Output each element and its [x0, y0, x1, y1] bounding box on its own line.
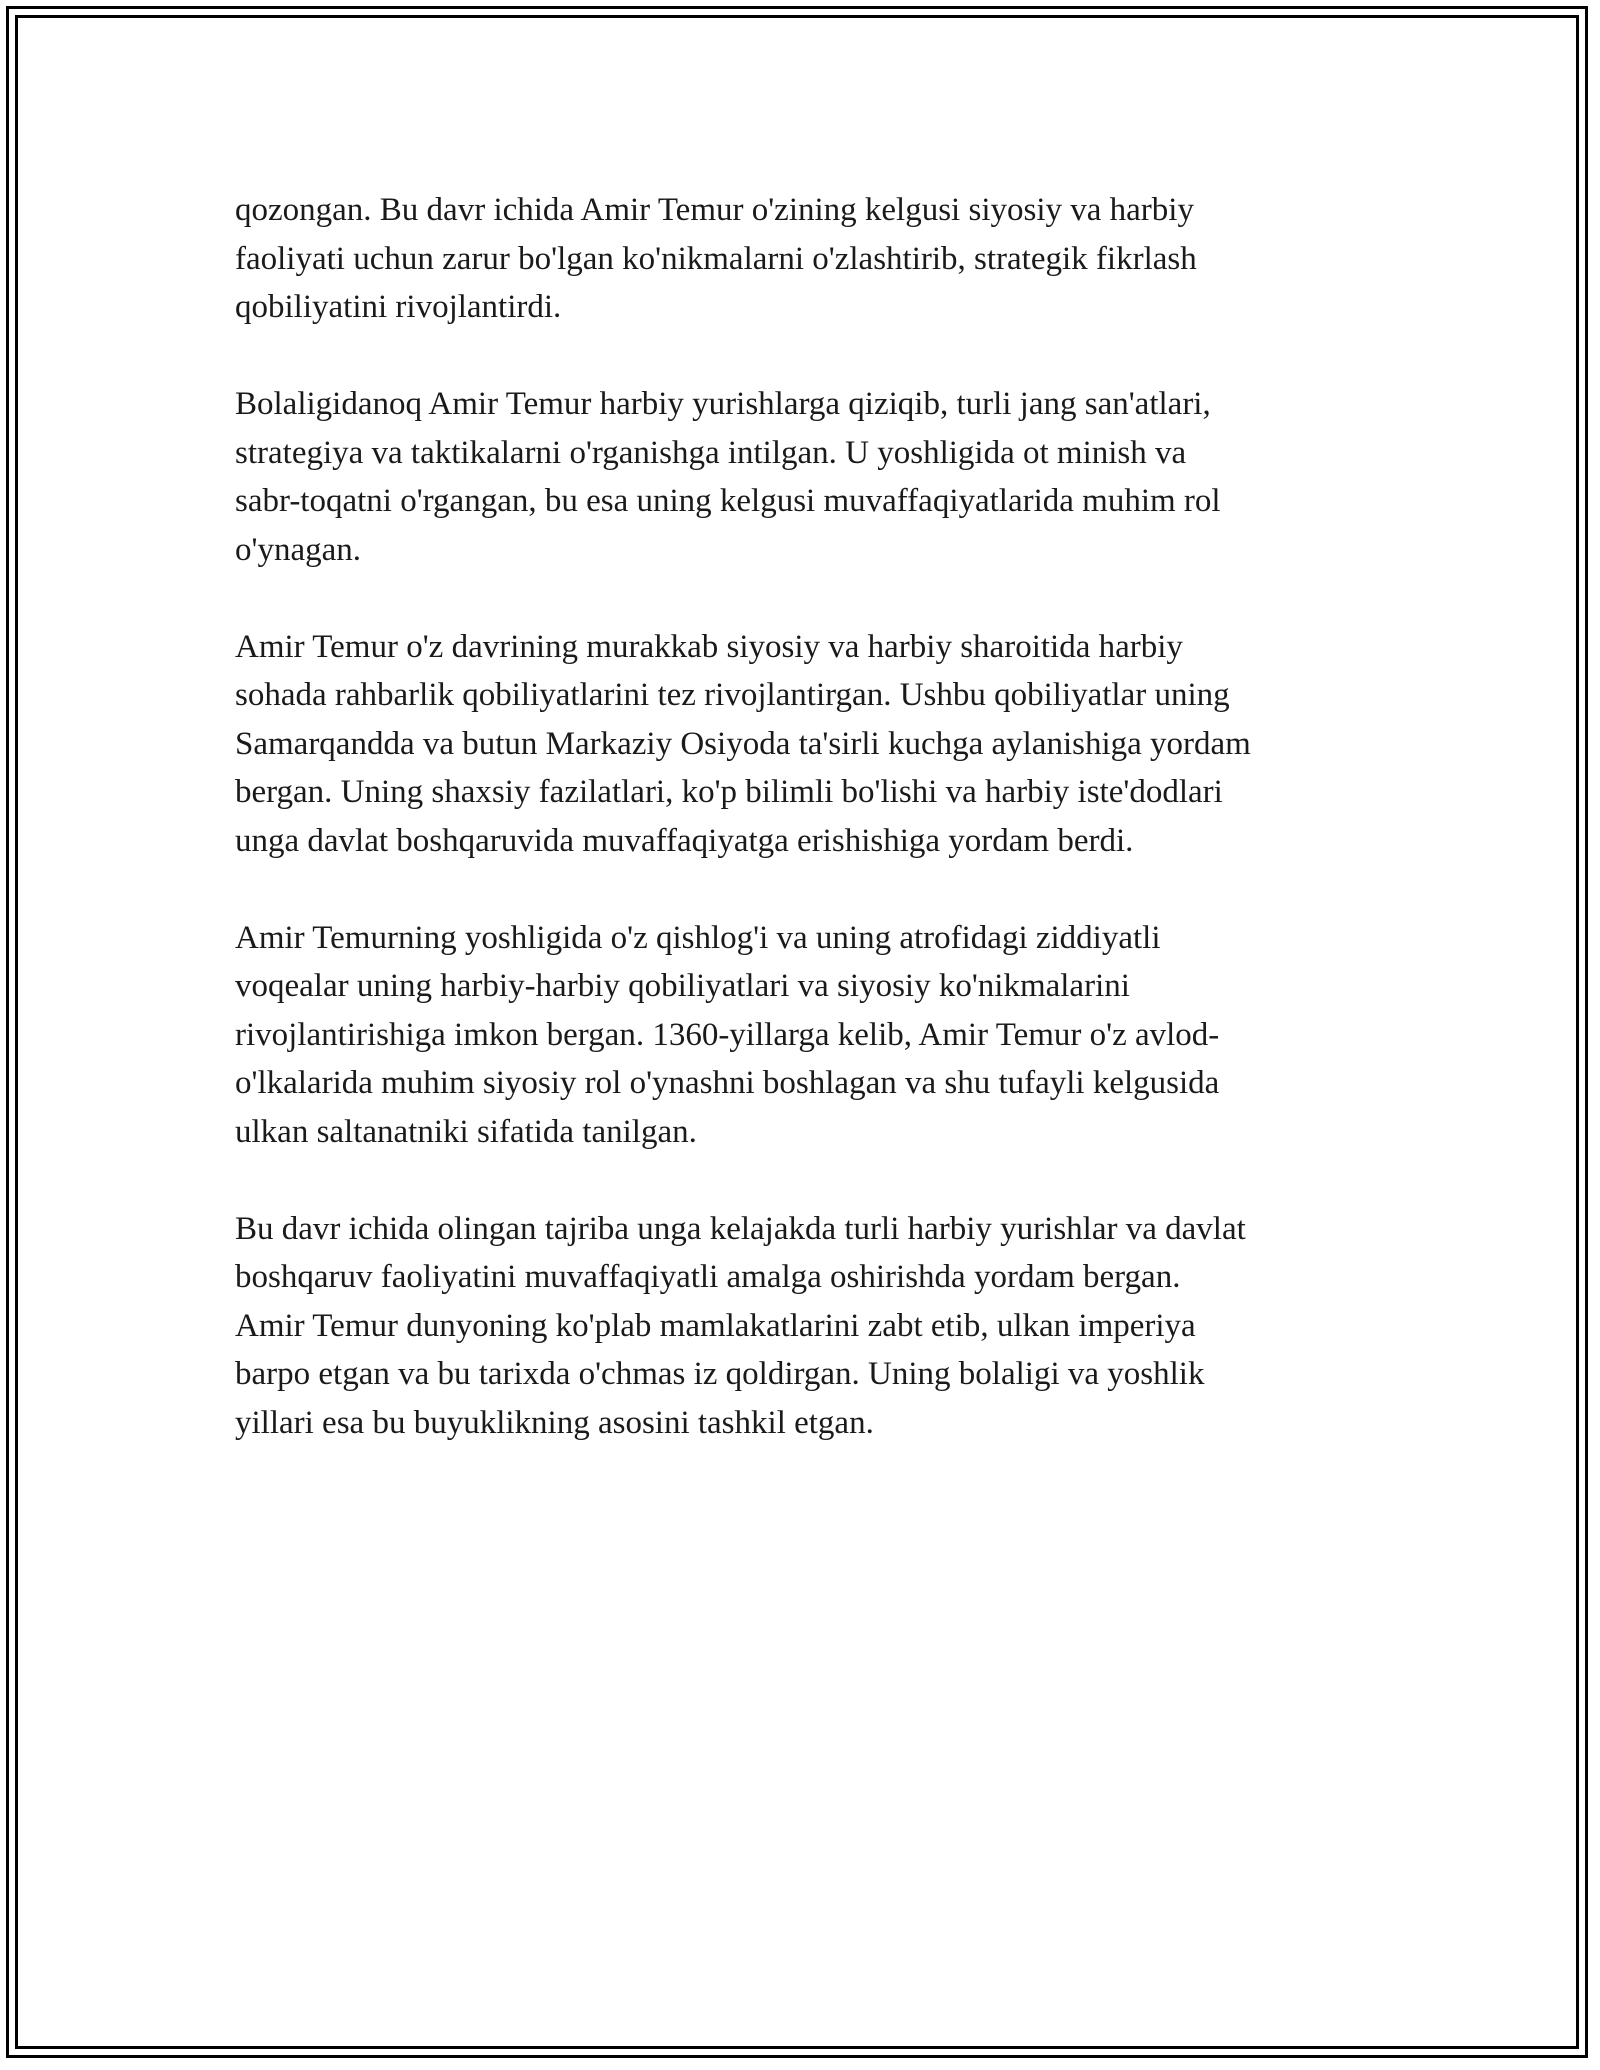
text-line: sabr-toqatni o'rgangan, bu esa uning kelgusi muvaffaqiyatlarida muhim rol — [235, 483, 1221, 519]
text-line: sohada rahbarlik qobiliyatlarini tez rivojlantirgan. Ushbu qobiliyatlar uning — [235, 677, 1230, 713]
text-line: Bolaligidanoq Amir Temur harbiy yurishlarga qiziqib, turli jang san'atlari, — [235, 386, 1211, 422]
text-line: Amir Temur dunyoning ko'plab mamlakatlarini zabt etib, ulkan imperiya — [235, 1307, 1196, 1344]
text-line: strategiya va taktikalarni o'rganishga intilgan. U yoshligida ot minish va — [235, 434, 1187, 471]
text-line: boshqaruv faoliyatini muvaffaqiyatli amalga oshirishda yordam bergan. — [235, 1259, 1181, 1295]
paragraph-4 — [235, 914, 1375, 1157]
text-line: Bu davr ichida olingan tajriba unga kelajakda turli harbiy yurishlar va davlat — [235, 1210, 1246, 1247]
text-line: voqealar uning harbiy-harbiy qobiliyatlari va siyosiy ko'nikmalarini — [235, 968, 1130, 1004]
text-line: Samarqandda va butun Markaziy Osiyoda ta'sirli kuchga aylanishiga yordam — [235, 725, 1251, 762]
paragraph-5 — [235, 1205, 1375, 1448]
text-line: qobiliyatini rivojlantirdi. — [235, 289, 562, 325]
document-body — [235, 186, 1375, 1496]
text-line: qozongan. Bu davr ichida Amir Temur o'zining kelgusi siyosiy va harbiy — [235, 192, 1194, 228]
text-line: unga davlat boshqaruvida muvaffaqiyatga erishishiga yordam berdi. — [235, 822, 1134, 859]
paragraph-2 — [235, 380, 1375, 574]
text-line: o'ynagan. — [235, 531, 361, 568]
text-line: Amir Temur o'z davrining murakkab siyosiy va harbiy sharoitida harbiy — [235, 628, 1183, 665]
paragraph-3 — [235, 623, 1375, 866]
text-line: bergan. Uning shaxsiy fazilatlari, ko'p bilimli bo'lishi va harbiy iste'dodlari — [235, 774, 1223, 810]
text-line: o'lkalarida muhim siyosiy rol o'ynashni boshlagan va shu tufayli kelgusida — [235, 1065, 1220, 1101]
text-line: ulkan saltanatniki sifatida tanilgan. — [235, 1113, 697, 1150]
text-line: barpo etgan va bu tarixda o'chmas iz qoldirgan. Uning bolaligi va yoshlik — [235, 1356, 1205, 1392]
text-line: faoliyati uchun zarur bo'lgan ko'nikmalarni o'zlashtirib, strategik fikrlash — [235, 240, 1197, 277]
text-line: yillari esa bu buyuklikning asosini tashkil etgan. — [235, 1404, 874, 1441]
text-line: Amir Temurning yoshligida o'z qishlog'i va uning atrofidagi ziddiyatli — [235, 919, 1161, 956]
text-line: rivojlantirishiga imkon bergan. 1360-yillarga kelib, Amir Temur o'z avlod- — [235, 1016, 1220, 1053]
paragraph-1 — [235, 186, 1375, 332]
